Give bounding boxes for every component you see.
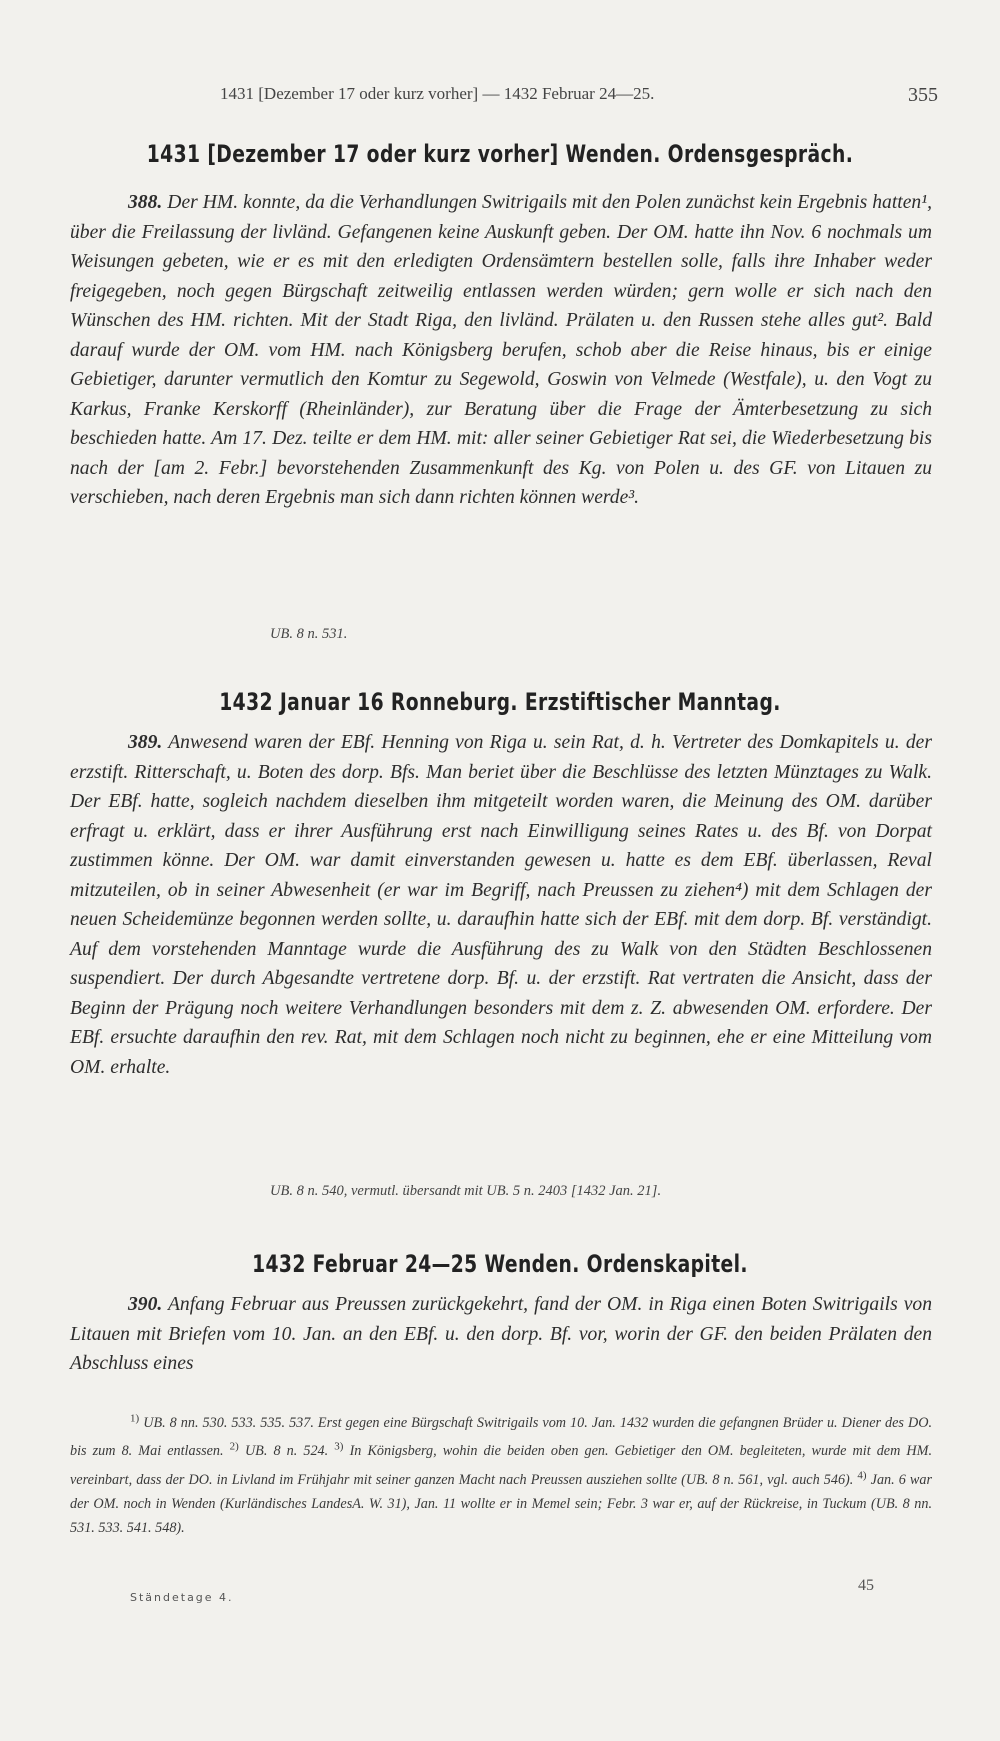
- entry-heading-388: 1431 [Dezember 17 oder kurz vorher] Wenden. Ordensgespräch.: [146, 140, 854, 168]
- entry-number: 390.: [128, 1294, 163, 1315]
- footnote-text: Jan. 6 war der OM. noch in Wenden (Kurländisches LandesA. W. 31), Jan. 11 wollte er in Memel sein; Febr. 3 war er, auf der Rückreise, in Tuckum (UB. 8 nn. 531. 533. 541. 548).: [70, 1472, 933, 1537]
- running-head: 1431 [Dezember 17 oder kurz vorher] — 1432 Februar 24—25.: [220, 84, 655, 103]
- entry-heading-390: 1432 Februar 24—25 Wenden. Ordenskapitel.: [252, 1250, 748, 1278]
- footnote-text: In Königsberg, wohin die beiden oben gen. Gebietiger den OM. begleiteten, wurde mit dem HM. vereinbart, dass der DO. in Livland im Frühjahr mit seiner ganzen Macht nach Preussen ausziehen sollte (UB. 8 n. 561, vgl. auch 546).: [70, 1443, 933, 1489]
- entry-number: 388.: [128, 192, 163, 213]
- footnote-text: UB. 8 nn. 530. 533. 535. 537. Erst gegen eine Bürgschaft Switrigails vom 10. Jan. 1432 wurden die gefangnen Brüder u. Diener des DO. bis zum 8. Mai entlassen.: [70, 1414, 933, 1460]
- entry-body: Der HM. konnte, da die Verhandlungen Switrigails mit den Polen zunächst kein Ergebnis hatten¹, über die Freilassung der livländ. Gefangenen keine Auskunft geben. Der OM. hatte ihn Nov. 6 nochmals um Weisungen gebeten, wie er es mit den erledigten Ordensämtern bestellen solle, falls ihre Inhaber weder freigegeben, noch gegen Bürgschaft zeitweilig entlassen werden würden; gern wolle er sich nach den Wünschen des HM. richten. Mit der Stadt Riga, den livländ. Prälaten u. den Russen stehe alles gut². Bald darauf wurde der OM. vom HM. nach Königsberg berufen, schob aber die Reise hinaus, bis er einige Gebietiger, darunter vermutlich den Komtur zu Segewold, Goswin von Velmede (Westfale), u. den Vogt zu Karkus, Franke Kerskorff (Rheinländer), zur Beratung über die Frage der Ämterbesetzung zu sich beschieden hatte. Am 17. Dez. teilte er dem HM. mit: aller seiner Gebietiger Rat sei, die Wiederbesetzung bis nach der [am 2. Febr.] bevorstehenden Zusammenkunft des Kg. von Polen u. des GF. von Litauen zu verschieben, nach deren Ergebnis man sich dann richten können werde³.: [70, 192, 932, 508]
- footnote-mark: 4): [857, 1469, 867, 1482]
- footnote-mark: 1): [130, 1412, 140, 1424]
- entry-389: [70, 728, 932, 1082]
- entry-source-389: UB. 8 n. 540, vermutl. übersandt mit UB. 5 n. 2403 [1432 Jan. 21].: [270, 1183, 662, 1199]
- entry-heading-389: 1432 Januar 16 Ronneburg. Erzstiftischer Manntag.: [219, 688, 781, 716]
- footnote-mark: 3): [334, 1440, 344, 1453]
- entry-390: [70, 1290, 932, 1379]
- footnote-mark: 2): [229, 1440, 239, 1453]
- footnotes: [70, 1406, 932, 1540]
- entry-body: Anfang Februar aus Preussen zurückgekehrt, fand der OM. in Riga einen Boten Switrigails von Litauen mit Briefen vom 10. Jan. an den EBf. u. den dorp. Bf. vor, worin der GF. den beiden Prälaten den Abschluss eines: [70, 1294, 932, 1374]
- footnote-2: [229, 1440, 335, 1460]
- sheet-number: 45: [858, 1577, 874, 1594]
- entry-number: 389.: [128, 732, 163, 753]
- signature-mark: Ständetage 4.: [130, 1591, 234, 1604]
- page-number: 355: [908, 84, 938, 106]
- entry-body: Anwesend waren der EBf. Henning von Riga u. sein Rat, d. h. Vertreter des Domkapitels u. der erzstift. Ritterschaft, u. Boten des dorp. Bfs. Man beriet über die Beschlüsse des letzten Münztages zu Walk. Der EBf. hatte, sogleich nachdem dieselben ihm mitgeteilt worden waren, die Meinung des OM. darüber erfragt u. erklärt, dass er ihrer Ausführung erst nach Einwilligung seines Rates u. des Bf. von Dorpat zustimmen könne. Der OM. war damit einverstanden gewesen u. hatte es dem EBf. überlassen, Reval mitzuteilen, ob in seiner Abwesenheit (er war im Begriff, nach Preussen zu ziehen⁴) mit dem Schlagen der neuen Scheidemünze begonnen werden sollte, u. daraufhin hatte sich der EBf. mit dem dorp. Bf. verständigt. Auf dem vorstehenden Manntage wurde die Ausführung des zu Walk von den Städten Beschlossenen suspendiert. Der durch Abgesandte vertretene dorp. Bf. u. der erzstift. Rat vertraten die Ansicht, dass der Beginn der Prägung noch weitere Verhandlungen besonders mit dem z. Z. abwesenden OM. erfordere. Der EBf. ersuchte daraufhin den rev. Rat, mit dem Schlagen noch nicht zu beginnen, ehe er eine Mitteilung vom OM. erhalte.: [70, 732, 933, 1078]
- entry-source-388: UB. 8 n. 531.: [270, 626, 348, 642]
- entry-388: [70, 188, 932, 513]
- footnote-text: UB. 8 n. 524.: [244, 1443, 329, 1460]
